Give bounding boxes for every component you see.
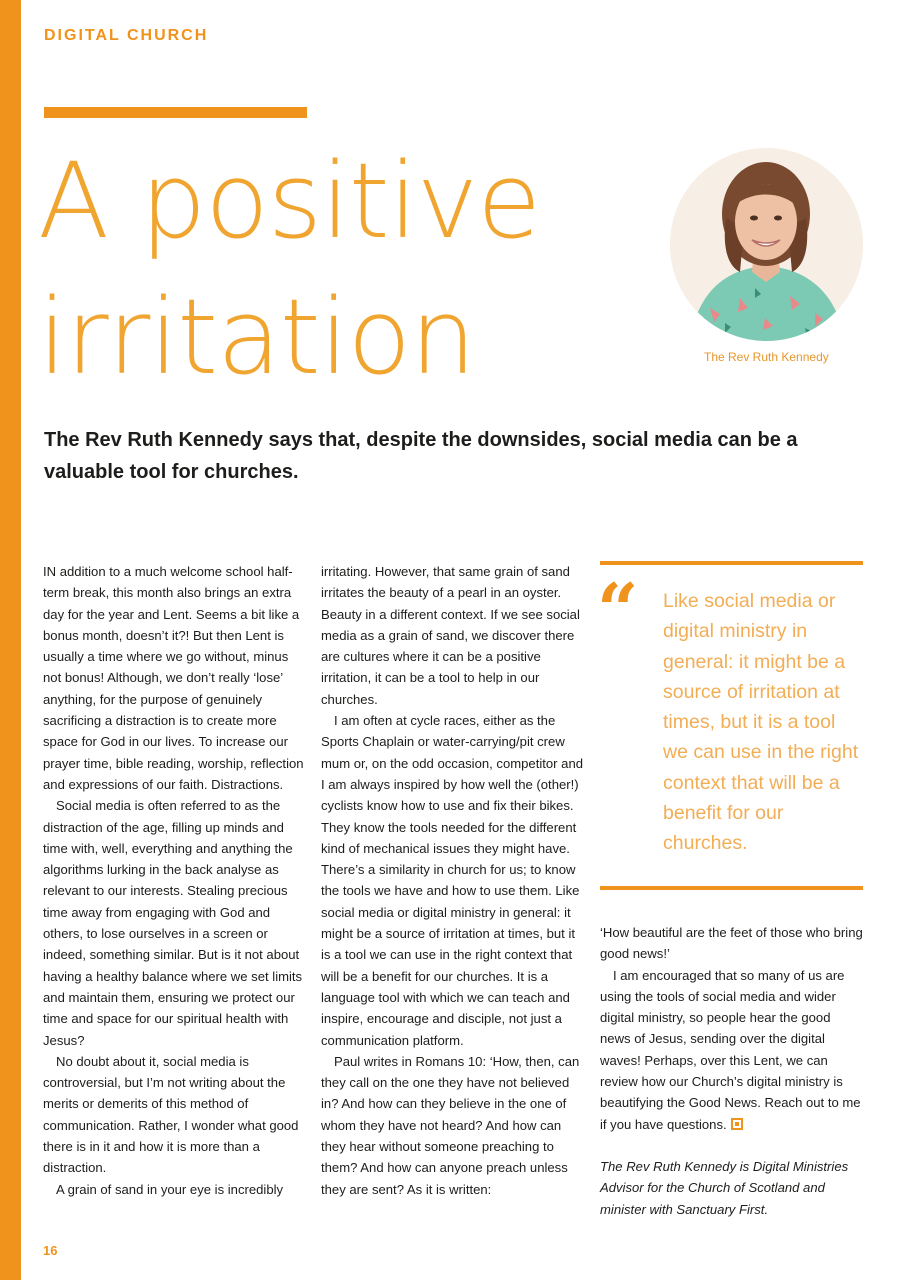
pull-quote-bottom-rule bbox=[600, 886, 863, 890]
paragraph: I am often at cycle races, either as the Sports Chaplain or water-carrying/pit crew mum or, on the odd occasion, competitor and I am always inspired by how well the (other!) cyclists know how to use and fix their bikes. They know the tools needed for the different kind of mechanical issues they might have. There’s a similarity in church for us; to know the tools we have and how to use them. Like social media or digital ministry in general: it might be a source of irritation at times, but it is a tool we can use in the right context that will be a benefit for our churches. It is a language tool with which we can teach and inspire, encourage and disciple, not just a communication platform. bbox=[321, 713, 584, 1048]
paragraph: No doubt about it, social media is controversial, but I’m not writing about the merits or demerits of this method of communication. Rather, I wonder what good there is in it and how it is more than a distraction. bbox=[43, 1053, 299, 1176]
page-number: 16 bbox=[43, 1243, 58, 1258]
title-rule bbox=[44, 107, 307, 118]
body-column-2 bbox=[321, 561, 585, 1200]
standfirst: The Rev Ruth Kennedy says that, despite the downsides, social media can be a valuable tool for churches. bbox=[44, 429, 798, 483]
author-portrait bbox=[670, 148, 863, 341]
paragraph: Paul writes in Romans 10: ‘How, then, can they call on the one they have not believed in? And how can they believe in the one of whom they have not heard? And how can they hear without someone preaching to them? And how can anyone preach unless they are sent? As it is written: bbox=[321, 1053, 580, 1197]
section-label: DIGITAL CHURCH bbox=[44, 27, 209, 44]
quote-mark-icon: “ bbox=[597, 567, 639, 652]
paragraph: IN addition to a much welcome school half-term break, this month also brings an extra day for the year and Lent. Seems a bit like a bonus month, doesn’t it?! But then Lent is usually a time where we go without, minus not bonus! Although, we don’t really ‘lose’ anything, for the purpose of genuinely sacrificing a distraction is to create more space for God in our lives. To increase our prayer time, bible reading, worship, reflection and expressions of our faith. Distractions. bbox=[43, 564, 304, 792]
body-column-1 bbox=[43, 561, 308, 1200]
end-mark-icon bbox=[731, 1118, 743, 1130]
paragraph bbox=[600, 965, 863, 1135]
paragraph: ‘How beautiful are the feet of those who bring good news!’ bbox=[600, 925, 863, 962]
headline bbox=[38, 133, 540, 405]
paragraph: Social media is often referred to as the distraction of the age, filling up minds and time with, well, everything and anything the algorithms lurking in the back analyse as relevant to our interests. Stealing precious time away from engaging with God and others, to lose ourselves in a screen or indeed, something similar. But is it not about having a healthy balance where we set limits and maintain them, ensuring we protect our time and space for our spiritual health with Jesus? bbox=[43, 798, 303, 1048]
pull-quote: Like social media or digital ministry in general: it might be a source of irritation at times, but it is a tool we can use in the right context that will be a benefit for our churches. bbox=[663, 590, 859, 855]
body-column-3 bbox=[600, 922, 863, 1220]
author-bio: The Rev Ruth Kennedy is Digital Ministries Advisor for the Church of Scotland and minister with Sanctuary First. bbox=[600, 1158, 849, 1217]
paragraph: A grain of sand in your eye is incredibly bbox=[56, 1181, 284, 1197]
accent-side-bar bbox=[0, 0, 21, 1280]
portrait-caption: The Rev Ruth Kennedy bbox=[704, 350, 829, 364]
pull-quote-top-rule bbox=[600, 561, 863, 565]
author-portrait-image bbox=[670, 148, 863, 341]
paragraph-text: I am encouraged that so many of us are using the tools of social media and wider digital ministry, so people hear the good news of Jesus, sending over the digital waves! Perhaps, over this Lent, we can review how our Church’s digital ministry is beautifying the Good News. Reach out to me if you have questions. bbox=[600, 967, 861, 1132]
headline-line-2: irritation bbox=[38, 276, 476, 398]
paragraph: irritating. However, that same grain of sand irritates the beauty of a pearl in an oyster. Beauty in a different context. If we see social media as a grain of sand, we discover there are cultures where it can be a positive irritation, it can be a tool to help in our churches. bbox=[321, 564, 580, 707]
headline-line-1: A positive bbox=[38, 140, 541, 262]
